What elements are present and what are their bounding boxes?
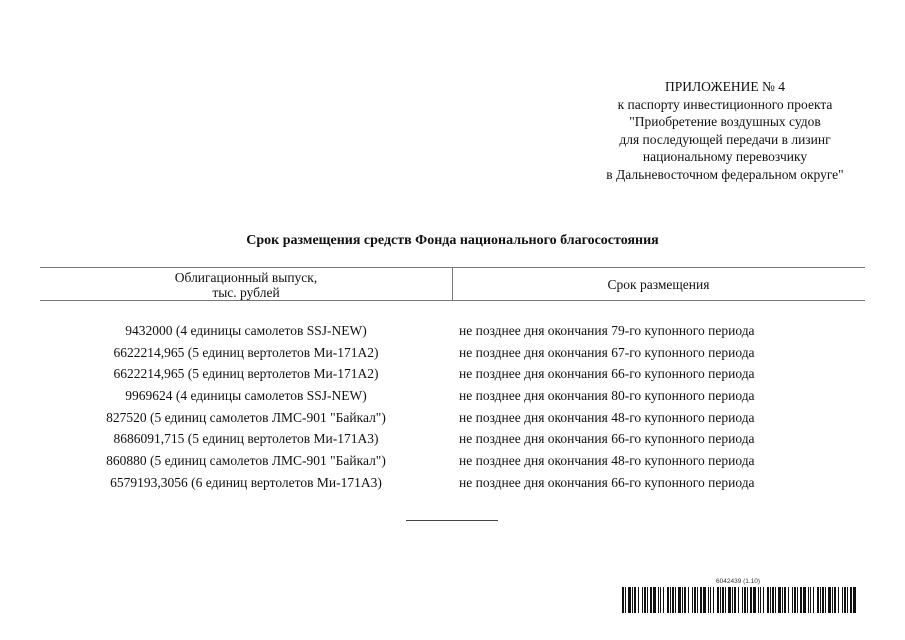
term-cell: не позднее дня окончания 80-го купонного периода xyxy=(459,388,755,404)
barcode-bar xyxy=(688,587,689,613)
barcode-bar xyxy=(632,587,633,613)
barcode-bar xyxy=(758,587,759,613)
barcode-bar xyxy=(728,587,731,613)
barcode-bar xyxy=(682,587,683,613)
barcode-bar xyxy=(678,587,681,613)
appendix-header xyxy=(560,78,890,183)
barcode-bar xyxy=(760,587,761,613)
term-cell: не позднее дня окончания 48-го купонного периода xyxy=(459,409,755,425)
barcode-bar xyxy=(808,587,809,613)
barcode-bar xyxy=(697,587,698,613)
barcode-bar xyxy=(750,587,752,613)
barcode-bar xyxy=(628,587,631,613)
table-row xyxy=(0,385,905,407)
table-row xyxy=(0,428,905,450)
table-row xyxy=(0,472,905,494)
bond-cell: 9969624 (4 единицы самолетов SSJ-NEW) xyxy=(125,388,367,404)
barcode-bar xyxy=(828,587,831,613)
barcode-bar xyxy=(844,587,846,613)
bond-cell: 6622214,965 (5 единиц вертолетов Ми-171А2) xyxy=(113,366,379,382)
barcode-bar xyxy=(732,587,733,613)
table-row xyxy=(0,450,905,472)
barcode-bar xyxy=(734,587,736,613)
term-cell: не позднее дня окончания 48-го купонного периода xyxy=(459,453,755,469)
term-cell: не позднее дня окончания 66-го купонного периода xyxy=(459,431,755,447)
barcode-bar xyxy=(638,587,639,613)
barcode-bar xyxy=(642,587,643,613)
barcode-bar xyxy=(720,587,721,613)
barcode-bar xyxy=(784,587,786,613)
bond-cell: 8686091,715 (5 единиц вертолетов Ми-171А3) xyxy=(113,431,379,447)
term-cell: не позднее дня окончания 66-го купонного периода xyxy=(459,366,755,382)
barcode-bar xyxy=(650,587,652,613)
bond-cell: 827520 (5 единиц самолетов ЛМС-901 "Байкал") xyxy=(106,409,386,425)
barcode-bar xyxy=(725,587,726,613)
barcode-bar xyxy=(800,587,802,613)
barcode-bar xyxy=(713,587,714,613)
barcode-bar xyxy=(822,587,824,613)
barcode-bar xyxy=(634,587,636,613)
barcode-bar xyxy=(782,587,783,613)
appendix-line: национальному перевозчику xyxy=(642,149,808,164)
barcode-bar xyxy=(753,587,756,613)
barcode-bar xyxy=(770,587,771,613)
appendix-line: для последующей передачи в лизинг xyxy=(619,131,831,147)
end-separator-line xyxy=(406,520,498,521)
term-cell: не позднее дня окончания 66-го купонного периода xyxy=(459,474,755,490)
barcode-bar xyxy=(672,587,674,613)
bond-cell: 6622214,965 (5 единиц вертолетов Ми-171А2) xyxy=(113,344,379,360)
bond-cell: 860880 (5 единиц самолетов ЛМС-901 "Байкал") xyxy=(106,453,386,469)
barcode-bar xyxy=(742,587,743,613)
barcode-bar xyxy=(772,587,774,613)
bond-cell: 9432000 (4 единицы самолетов SSJ-NEW) xyxy=(125,323,367,338)
barcode-bar xyxy=(842,587,843,613)
barcode-bar xyxy=(744,587,746,613)
table-row xyxy=(0,407,905,429)
barcode-bar xyxy=(738,587,739,613)
barcode-bar xyxy=(794,587,796,613)
barcode-bar xyxy=(767,587,769,613)
appendix-line: "Приобретение воздушных судов xyxy=(629,114,821,129)
barcode-bar xyxy=(850,587,852,613)
barcode-bar xyxy=(625,587,626,613)
barcode-bar xyxy=(708,587,709,613)
barcode-bar xyxy=(847,587,848,613)
term-cell: не позднее дня окончания 79-го купонного периода xyxy=(459,323,755,338)
barcode-bar xyxy=(788,587,789,613)
barcode-bar xyxy=(684,587,686,613)
barcode-bar xyxy=(763,587,764,613)
barcode-bar xyxy=(820,587,821,613)
barcode-bar xyxy=(810,587,811,613)
bond-cell: 6579193,3056 (6 единиц вертолетов Ми-171А3) xyxy=(110,474,382,490)
barcode-bar xyxy=(675,587,676,613)
table-row xyxy=(0,320,905,342)
barcode-bar xyxy=(663,587,664,613)
barcode-bar xyxy=(778,587,781,613)
table-header-bottom-rule xyxy=(40,300,865,301)
barcode-bar xyxy=(792,587,793,613)
barcode-bar xyxy=(834,587,836,613)
barcode-bar xyxy=(825,587,826,613)
document-title: Срок размещения средств Фонда национального благосостояния xyxy=(246,233,659,248)
barcode-bar xyxy=(747,587,748,613)
barcode-bar xyxy=(644,587,646,613)
barcode-bar xyxy=(853,587,856,613)
table-row xyxy=(0,363,905,385)
appendix-line: в Дальневосточном федеральном округе" xyxy=(606,166,844,182)
term-cell: не позднее дня окончания 67-го купонного периода xyxy=(459,344,755,360)
barcode-bar xyxy=(670,587,671,613)
barcode-bar xyxy=(717,587,719,613)
appendix-line: ПРИЛОЖЕНИЕ № 4 xyxy=(664,79,786,94)
header-bond-issue xyxy=(40,270,452,300)
barcode-bar xyxy=(653,587,656,613)
barcode-bar xyxy=(775,587,776,613)
barcode-bar xyxy=(838,587,839,613)
barcode-bar xyxy=(692,587,693,613)
barcode-bar xyxy=(722,587,724,613)
barcode-label: 6042439 (1.10) xyxy=(716,578,761,585)
header-bond-issue-line2: тыс. рублей xyxy=(212,285,280,300)
table-body xyxy=(0,320,905,494)
barcode-bar xyxy=(694,587,696,613)
barcode-bar xyxy=(667,587,669,613)
barcode-bar xyxy=(622,587,624,613)
table-row xyxy=(0,342,905,364)
barcode-icon xyxy=(622,587,858,613)
barcode-bar xyxy=(647,587,648,613)
barcode-bar xyxy=(797,587,798,613)
header-bond-issue-line1: Облигационный выпуск, xyxy=(174,270,318,285)
barcode-bar xyxy=(803,587,806,613)
header-placement-term: Срок размещения xyxy=(607,277,710,292)
barcode-bar xyxy=(700,587,702,613)
appendix-line: к паспорту инвестиционного проекта xyxy=(617,96,833,112)
barcode-bar xyxy=(710,587,711,613)
document-barcode xyxy=(622,578,858,614)
barcode-bar xyxy=(832,587,833,613)
barcode-bar xyxy=(660,587,661,613)
barcode-bar xyxy=(813,587,814,613)
barcode-bar xyxy=(703,587,706,613)
barcode-bar xyxy=(817,587,819,613)
barcode-bar xyxy=(658,587,659,613)
